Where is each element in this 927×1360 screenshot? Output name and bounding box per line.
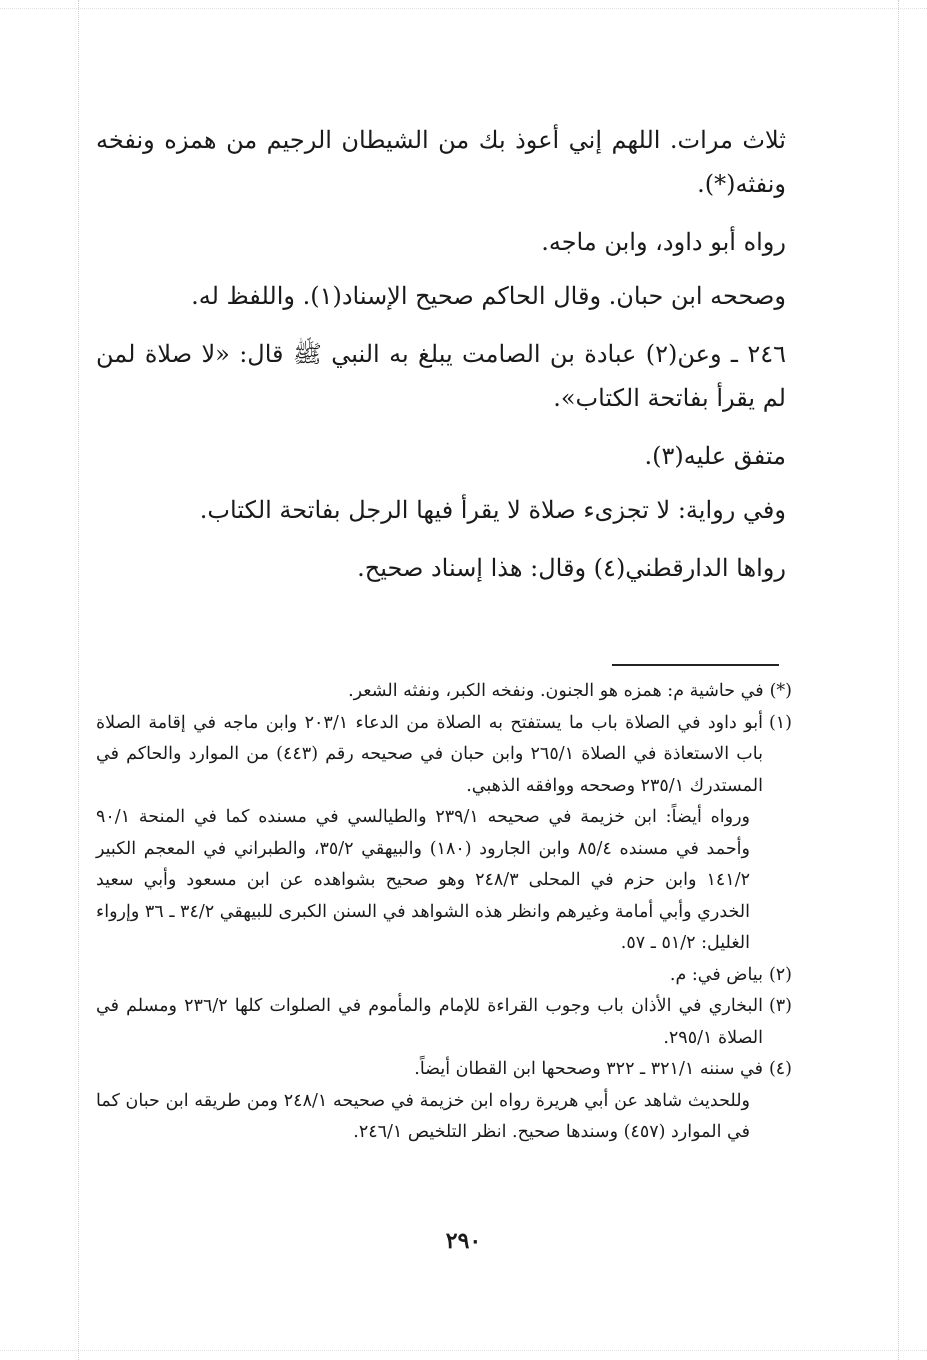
footnote-1-continuation: ورواه أيضاً: ابن خزيمة في صحيحه ٢٣٩/١ والطيالسي في مسنده كما في المنحة ٩٠/١ وأحمد في مسنده ٨٥/٤ وابن الجارود (١٨٠) والبيهقي ٣٥/٢، والطبراني في المعجم الكبير ١٤١/٢ وابن حزم في المحلى ٢٤٨/٣ وهو صحيح بشواهده عن ابن مسعود وأبي سعيد الخدري وأبي أمامة وغيرهم وانظر هذه الشواهد في السنن الكبرى للبيهقي ٣٤/٢ ـ ٣٦ وإرواء الغليل: ٥١/٢ ـ ٥٧.: [96, 807, 750, 953]
footnote-4-continuation: وللحديث شاهد عن أبي هريرة رواه ابن خزيمة في صحيحه ٢٤٨/١ ومن طريقه ابن حبان كما في الموارد (٤٥٧) وسندها صحيح. انظر التلخيص ٢٤٦/١.: [96, 1090, 750, 1142]
scan-guide-bottom: [0, 1350, 927, 1351]
paragraph-daraqutni: رواها الدارقطني(٤) وقال: هذا إسناد صحيح.: [357, 554, 786, 582]
paragraph-hadith-246: ٢٤٦ ـ وعن(٢) عبادة بن الصامت يبلغ به النبي ﷺ قال: «لا صلاة لمن لم يقرأ بفاتحة الكتاب».: [96, 340, 787, 412]
main-text: [96, 118, 786, 604]
scan-guide-left: [78, 0, 79, 1360]
footnote-mark: (٤): [768, 1059, 792, 1079]
footnote-star: [96, 676, 792, 708]
scan-guide-right: [898, 0, 899, 1360]
footnote-mark: (٢): [768, 964, 792, 985]
paragraph-isti-adha: ثلاث مرات. اللهم إني أعوذ بك من الشيطان الرجيم من همزه ونفخه ونفثه(*).: [96, 126, 786, 198]
footnote-text: في سننه ٣٢١/١ ـ ٣٢٢ وصححها ابن القطان أيضاً.: [414, 1059, 763, 1079]
footnote-mark: (*): [769, 681, 792, 701]
footnote-text: بياض في: م.: [669, 964, 763, 985]
footnote-mark: (١): [768, 712, 792, 733]
footnote-2: [96, 960, 792, 992]
footnote-4: [96, 1054, 792, 1086]
footnote-separator: [612, 664, 779, 666]
paragraph-riwaya: وفي رواية: لا تجزىء صلاة لا يقرأ فيها الرجل بفاتحة الكتاب.: [199, 496, 786, 524]
footnote-text: البخاري في الأذان باب وجوب القراءة للإمام والمأموم في الصلوات كلها ٢٣٦/٢ ومسلم في الصلاة ٢٩٥/١.: [96, 996, 763, 1048]
footnote-3: [96, 991, 792, 1054]
scan-guide-top: [0, 8, 927, 9]
paragraph-muttafaq: متفق عليه(٣).: [644, 442, 786, 470]
page-number: ٢٩٠: [445, 1228, 482, 1254]
footnote-text: في حاشية م: همزه هو الجنون. ونفخه الكبر، ونفثه الشعر.: [348, 681, 764, 701]
paragraph-ibn-hibban: وصححه ابن حبان. وقال الحاكم صحيح الإسناد(١). واللفظ له.: [191, 282, 786, 310]
footnote-1: [96, 708, 792, 803]
footnotes: [96, 676, 792, 1149]
footnote-mark: (٣): [768, 996, 792, 1016]
paragraph-abu-dawud: رواه أبو داود، وابن ماجه.: [541, 228, 786, 256]
footnote-text: أبو داود في الصلاة باب ما يستفتح به الصلاة من الدعاء ٢٠٣/١ وابن ماجه في إقامة الصلاة باب الاستعاذة في الصلاة ٢٦٥/١ وابن حبان في صحيحه رقم (٤٤٣) من الموارد والحاكم في المستدرك ٢٣٥/١ وصححه ووافقه الذهبي.: [96, 712, 763, 796]
